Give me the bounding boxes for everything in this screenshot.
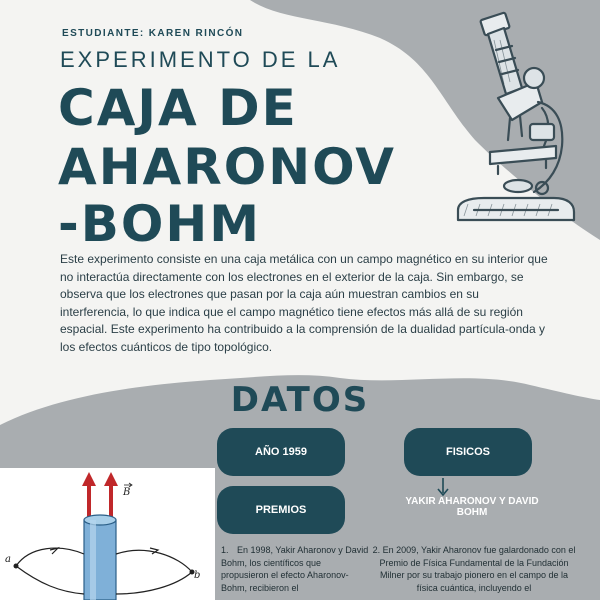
award-number: 2.: [372, 545, 381, 555]
title-line-2: AHARONOV: [58, 138, 396, 196]
physicists-names: YAKIR AHARONOV Y DAVID BOHM: [405, 496, 539, 518]
field-label: B: [123, 487, 131, 498]
datos-heading: DATOS: [230, 380, 370, 420]
point-b-label: b: [194, 570, 201, 581]
intro-paragraph: Este experimento consiste en una caja metálica con un campo magnético en su interior que no interactúa directamente con los electrones en el exterior de la caja. Sin embargo, se observa que los electrones que pasan por la caja aún muestran cambios en su interferencia, lo que indica que el campo magnético tiene efectos más allá de su región espacial. Este experimento ha contribuido a la comprensión de la dualidad partícula-onda y los efectos cuánticos de tipo topológico.: [60, 252, 548, 354]
microscope-illustration: [438, 6, 590, 236]
physicists-badge: FISICOS: [404, 428, 532, 476]
awards-badge: PREMIOS: [217, 486, 345, 534]
award-item-1: [221, 544, 369, 594]
award-text: En 2009, Yakir Aharonov fue galardonado con el Premio de Física Fundamental de la Fundación Milner por su trabajo pionero en el campo de la física cuántica, incluyendo el: [379, 545, 576, 593]
solenoid-diagram: [0, 468, 215, 600]
title-line-1: CAJA DE: [58, 79, 298, 137]
award-item-2: [370, 544, 578, 594]
title-line-3: -BOHM: [58, 195, 261, 253]
subtitle: EXPERIMENTO DE LA: [60, 47, 341, 72]
award-number: 1.: [221, 545, 229, 555]
award-text: En 1998, Yakir Aharonov y David Bohm, los científicos que propusieron el efecto Aharonov-Bohm, recibieron el: [221, 545, 369, 593]
arrow-down-icon: [436, 478, 450, 498]
year-badge: AÑO 1959: [217, 428, 345, 476]
point-a-label: a: [5, 554, 11, 565]
student-name: ESTUDIANTE: KAREN RINCÓN: [62, 28, 244, 39]
